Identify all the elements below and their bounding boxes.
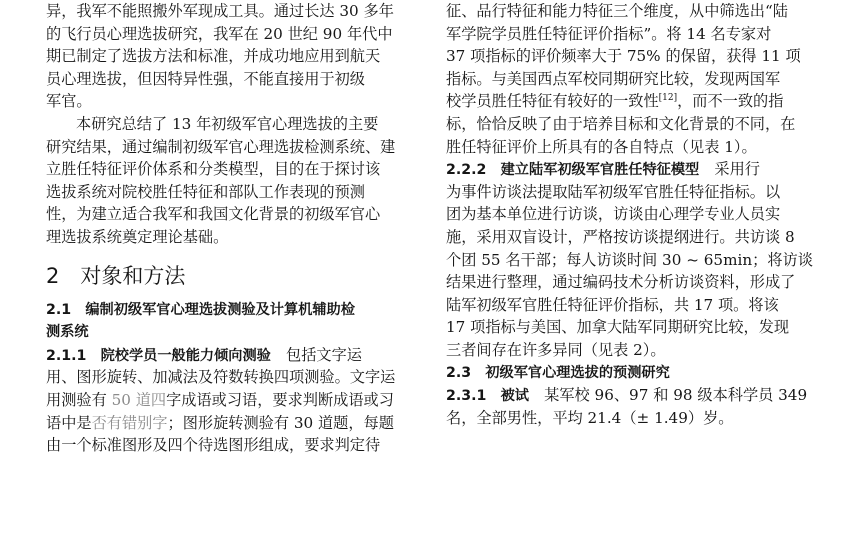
paragraph-line: 37 项指标的评价频率大于 75% 的保留，获得 11 项 <box>446 47 801 66</box>
paragraph-line: 研究结果，通过编制初级军官心理选拔检测系统、建 <box>46 137 396 156</box>
paragraph-text: ；图形旋转测验有 30 道题，每题 <box>167 413 394 432</box>
paragraph-line <box>46 344 430 367</box>
paragraph-line <box>46 412 430 435</box>
left-column <box>46 0 430 457</box>
subsection-heading: 2.3 初级军官心理选拔的预测研究 <box>446 364 670 381</box>
paragraph-line: 立胜任特征评价体系和分类模型，目的在于探讨该 <box>46 160 381 179</box>
paragraph-line: 三者间存在许多异同（见表 2）。 <box>446 340 666 359</box>
paragraph-line: 指标。与美国西点军校同期研究比较，发现两国军 <box>446 69 781 88</box>
faded-text: 否有错别字 <box>91 413 168 432</box>
paragraph-line <box>446 90 830 113</box>
paragraph-line: 名，全部男性，平均 21.4（± 1.49）岁。 <box>446 408 734 427</box>
citation-ref: [12] <box>658 93 678 104</box>
paragraph-line: 本研究总结了 13 年初级军官心理选拔的主要 <box>76 114 379 133</box>
paragraph-line <box>46 389 430 412</box>
paragraph-text: 语中是 <box>46 413 92 432</box>
paragraph-line: 期已制定了选拔方法和标准，并成功地应用到航天 <box>46 47 381 66</box>
subsection-heading: 2.1 编制初级军官心理选拔测验及计算机辅助检 <box>46 301 355 318</box>
paragraph-line <box>446 158 830 181</box>
right-column <box>446 0 830 429</box>
paragraph-line: 征、品行特征和能力特征三个维度，从中筛选出“陆 <box>446 2 788 20</box>
paragraph-text: 校学员胜任特征有较好的一致性 <box>446 92 659 111</box>
faded-text: 50 道四 <box>106 390 167 409</box>
paragraph-text: ，而不一致的指 <box>677 92 784 111</box>
paragraph-text: 包括文字运 <box>270 345 362 364</box>
subsubsection-heading: 2.3.1 被试 <box>446 388 529 405</box>
paragraph-line: 为事件访谈法提取陆军初级军官胜任特征指标。以 <box>446 182 781 201</box>
paragraph-line: 施，采用双盲设计，严格按访谈提纲进行。共访谈 8 <box>446 227 795 246</box>
paragraph-line <box>446 384 830 407</box>
paragraph-text: 字成语或习语，要求判断成语或习 <box>166 390 394 409</box>
paragraph-line: 17 项指标与美国、加拿大陆军同期研究比较，发现 <box>446 318 790 337</box>
paragraph-text: 某军校 96、97 和 98 级本科学员 349 <box>528 386 808 405</box>
subsubsection-heading: 2.1.1 院校学员一般能力倾向测验 <box>46 347 271 364</box>
paragraph-line: 性，为建立适合我军和我国文化背景的初级军官心 <box>46 205 381 224</box>
section-title: 2 对象和方法 <box>46 263 186 288</box>
subsection-heading: 测系统 <box>46 324 89 341</box>
paragraph-line: 团为基本单位进行访谈，访谈由心理学专业人员实 <box>446 205 781 224</box>
paragraph-line: 军学院学员胜任特征评价指标”。将 14 名专家对 <box>446 24 772 43</box>
paragraph-line: 陆军初级军官胜任特征评价指标，共 17 项。将该 <box>446 295 779 314</box>
paragraph-line: 选拔系统对院校胜任特征和部队工作表现的预测 <box>46 182 365 201</box>
paragraph-line: 异，我军不能照搬外军现成工具。通过长达 30 多年 <box>46 2 394 20</box>
paragraph-line: 的飞行员心理选拔研究，我军在 20 世纪 90 年代中 <box>46 24 393 43</box>
paragraph-line: 由一个标准图形及四个待选图形组成，要求判定待 <box>46 436 381 455</box>
paragraph-line: 理选拔系统奠定理论基础。 <box>46 227 229 246</box>
paragraph-text: 采用行 <box>699 160 760 179</box>
paragraph-line: 军官。 <box>46 92 92 111</box>
paragraph-line: 用、图形旋转、加减法及符数转换四项测验。文字运 <box>46 368 396 387</box>
paragraph-line: 个团 55 名干部；每人访谈时间 30 ~ 65min；将访谈 <box>446 250 813 269</box>
paragraph-line: 员心理选拔，但因特异性强，不能直接用于初级 <box>46 69 365 88</box>
paragraph-line: 胜任特征评价上所具有的各自特点（见表 1）。 <box>446 137 757 156</box>
subsubsection-heading: 2.2.2 建立陆军初级军官胜任特征模型 <box>446 162 700 179</box>
paragraph-line: 标，恰恰反映了由于培养目标和文化背景的不同，在 <box>446 114 796 133</box>
paragraph-text: 用测验有 <box>46 390 107 409</box>
paragraph-line: 结果进行整理，通过编码技术分析访谈资料，形成了 <box>446 273 796 292</box>
